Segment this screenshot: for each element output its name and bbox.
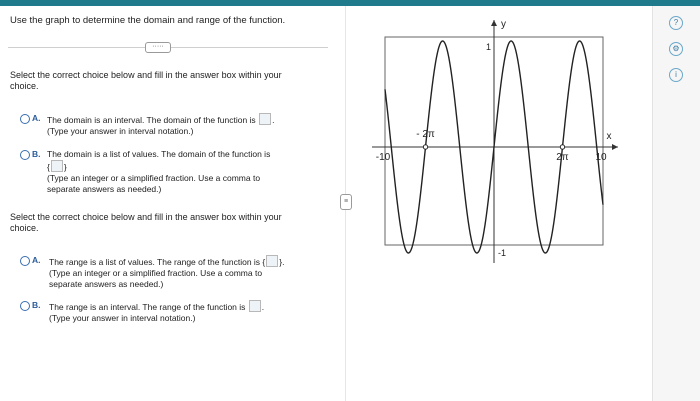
range-b-answer-box[interactable] [249,300,261,312]
y-tick-label-top: 1 [485,42,491,52]
domain-option-b-text: The domain is a list of values. The domain of the function is [47,149,271,159]
help-icon[interactable]: ? [669,16,683,30]
range-a-answer-box[interactable] [266,255,278,267]
domain-instruction: Select the correct choice below and fill in the answer box within your choice. [10,70,282,91]
domain-option-b-note2: separate answers as needed.) [47,184,162,194]
range-option-a-note1: (Type an integer or a simplified fraction. Use a comma to [49,268,263,278]
marked-point-1 [423,145,427,149]
range-option-a: The range is a list of values. The range of the function is { }. (Type an integer or a simplified fraction. Use a comma to separate answers as needed.) [49,257,285,289]
function-graph [370,15,630,265]
right-side-panel [652,6,700,401]
x-tick-label-2pi: 2π [556,152,569,163]
range-option-b: The range is an interval. The range of the function is . (Type your answer in interval notation.) [49,302,265,323]
domain-b-answer-box[interactable] [51,160,63,172]
x-axis-arrow-icon [612,144,618,150]
domain-option-a-note: (Type your answer in interval notation.) [47,126,194,136]
y-axis-label: y [501,19,506,30]
range-option-b-radio[interactable] [20,301,30,311]
domain-option-b-radio[interactable] [20,150,30,160]
range-option-b-letter: B. [32,300,41,310]
top-bar [0,0,700,6]
pane-resize-handle[interactable]: ≡ [340,194,352,210]
range-option-a-text: The range is a list of values. The range of the function is [49,257,261,267]
x-tick-label-right: 10 [595,152,607,163]
domain-a-answer-box[interactable] [259,113,271,125]
range-option-b-text: The range is an interval. The range of the function is [49,302,246,312]
domain-option-a-text: The domain is an interval. The domain of the function is [47,115,256,125]
range-option-a-radio[interactable] [20,256,30,266]
more-dots-button[interactable]: ····· [145,42,171,53]
domain-option-b-note1: (Type an integer or a simplified fraction. Use a comma to [47,173,261,183]
settings-icon[interactable]: ⚙ [669,42,683,56]
x-axis-label: x [606,131,612,142]
range-instruction: Select the correct choice below and fill in the answer box within your choice. [10,212,282,233]
range-option-a-note2: separate answers as needed.) [49,279,164,289]
marked-point-2 [560,145,564,149]
domain-option-a-radio[interactable] [20,114,30,124]
y-axis-arrow-icon [491,20,497,26]
domain-option-a: The domain is an interval. The domain of the function is . (Type your answer in interval notation.) [47,115,275,136]
info-icon[interactable]: i [669,68,683,82]
domain-option-b-letter: B. [32,149,41,159]
question-prompt: Use the graph to determine the domain and range of the function. [10,15,286,26]
domain-option-a-letter: A. [32,113,41,123]
domain-option-b: The domain is a list of values. The domain of the function is { } (Type an integer or a simplified fraction. Use a comma to separate answers as needed.) [47,149,271,194]
range-option-a-letter: A. [32,255,41,265]
y-tick-label-bottom: -1 [497,248,507,258]
x-tick-label-neg-2pi: - 2π [416,129,435,140]
range-option-b-note: (Type your answer in interval notation.) [49,313,196,323]
x-tick-label-left: -10 [375,152,391,163]
